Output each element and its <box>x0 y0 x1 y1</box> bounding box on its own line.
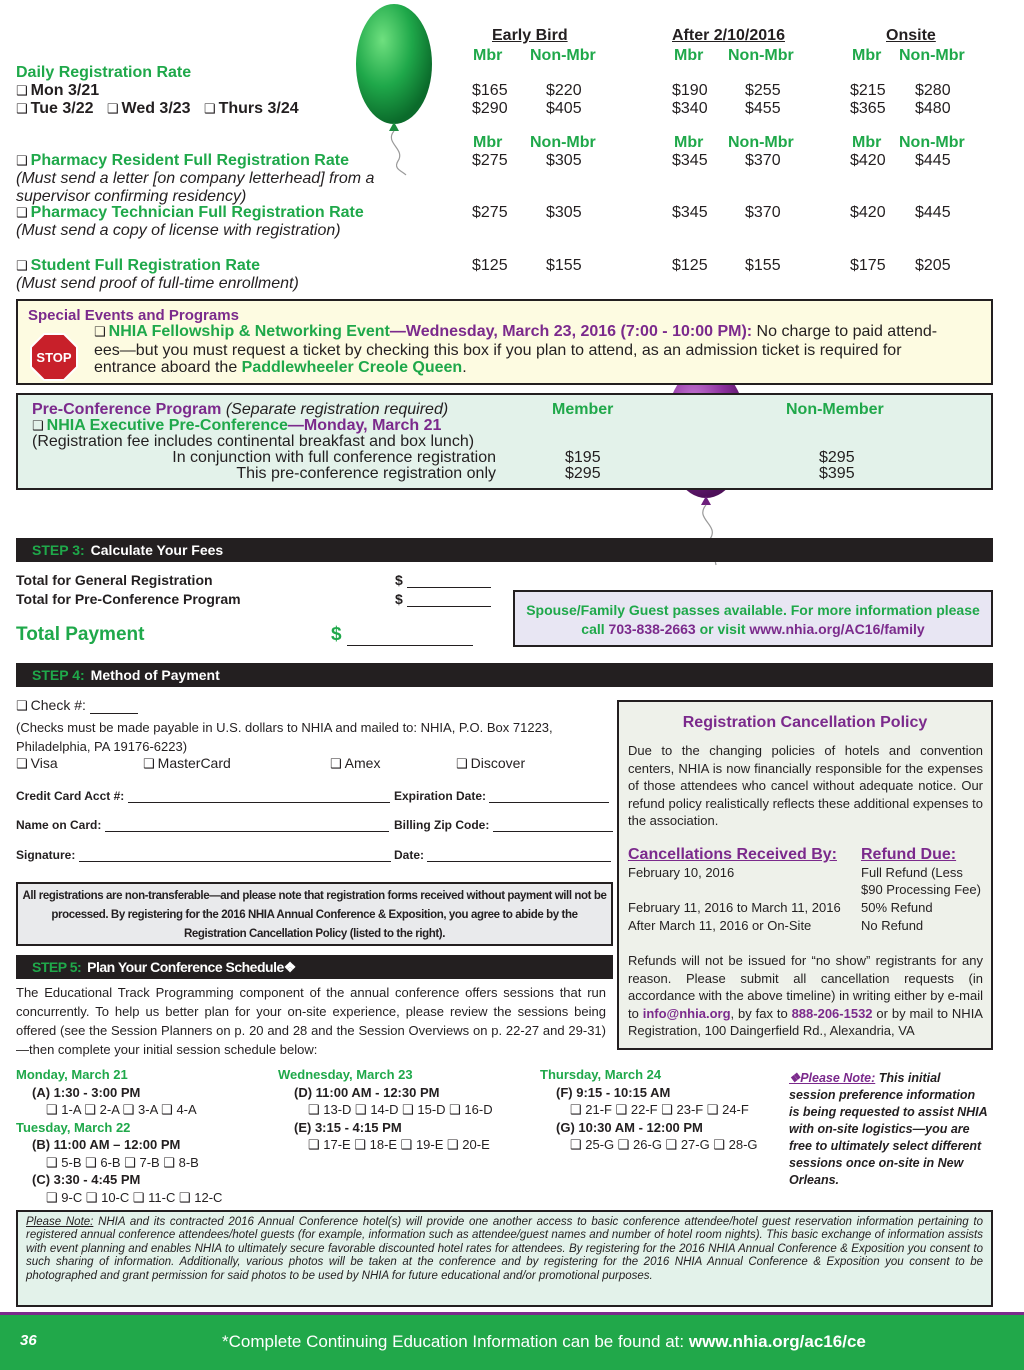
amex-option[interactable]: ❑ Amex <box>330 755 381 772</box>
sessions-col-2 <box>278 1066 493 1154</box>
cancel-fax-number: 888-206-1532 <box>791 1005 873 1021</box>
price-cell: $480 <box>915 100 951 117</box>
expiration-date-field[interactable]: Expiration Date: <box>394 789 609 803</box>
session-slot: (D) 11:00 AM - 12:30 PM <box>294 1084 440 1100</box>
sessions-col-1 <box>16 1066 222 1206</box>
non-mbr-header: Non-Mbr <box>728 134 794 151</box>
visa-option[interactable]: ❑ Visa <box>16 755 58 772</box>
session-slot: (B) 11:00 AM – 12:00 PM <box>32 1137 181 1152</box>
student-option[interactable]: ❑ Student Full Registration Rate <box>16 257 260 274</box>
preconference-box <box>16 393 993 490</box>
cancel-refund: Full Refund (Less $90 Processing Fee) <box>861 865 981 897</box>
price-cell: $220 <box>546 82 582 99</box>
cancellation-policy-title: Registration Cancellation Policy <box>682 714 928 731</box>
price-cell: $255 <box>745 82 781 99</box>
cancellations-received-header: Cancellations Received By: <box>628 846 837 863</box>
billing-zip-field[interactable]: Billing Zip Code: <box>394 818 613 832</box>
onsite-header: Onsite <box>886 27 936 44</box>
checkbox-icon[interactable]: ❑ <box>16 757 28 772</box>
pharmacy-tech-note: (Must send a copy of license with registration) <box>16 222 341 239</box>
checkbox-icon[interactable]: ❑ <box>32 419 44 434</box>
preconference-title: Pre-Conference Program (Separate registration required) <box>32 401 449 418</box>
price-cell: $155 <box>546 257 582 274</box>
special-events-title: Special Events and Programs <box>28 307 239 324</box>
price-cell: $195 <box>565 449 601 466</box>
signature-date-field[interactable]: Date: <box>394 848 611 862</box>
session-day: Tuesday, March 22 <box>16 1119 131 1135</box>
guest-passes-box: Spouse/Family Guest passes available. For more information please call 703-838-2663 or visit www.nhia.org/AC16/family <box>513 590 993 647</box>
check-note: (Checks must be made payable in U.S. dollars to NHIA and mailed to: NHIA, P.O. Box 71223, Philadelphia, PA 19176-6223) <box>16 720 553 754</box>
preconf-total-label: Total for Pre-Conference Program <box>16 591 241 607</box>
cancellation-policy-body: Due to the changing policies of hotels and convention centers, NHIA is now financially responsible for the expenses of those attendees who cancel without adequate notice. Our refund policy realistically reflects these additional expenses to the association. <box>628 743 983 829</box>
price-cell: $445 <box>915 204 951 221</box>
footer-text: *Complete Continuing Education Information can be found at: www.nhia.org/ac16/ce <box>222 1332 866 1351</box>
non-mbr-header: Non-Mbr <box>728 47 794 64</box>
step-5-header: STEP 5: Plan Your Conference Schedule❖ <box>16 955 613 979</box>
mbr-header: Mbr <box>674 134 704 151</box>
step-5-intro: The Educational Track Programming component of the annual conference offers sessions that run concurrently. To help us better plan for your on-site experience, please review the sessions being offered (see the Session Planners on p. 20 and 28 and the Session Overviews on p. 22-27 and 29-31)—then complete your initial session schedule below: <box>16 985 606 1057</box>
cancel-when: After March 11, 2016 or On-Site <box>628 918 812 933</box>
session-options[interactable]: ❑ 1-A ❑ 2-A ❑ 3-A ❑ 4-A <box>46 1102 197 1117</box>
price-cell: $340 <box>672 100 708 117</box>
price-cell: $295 <box>819 449 855 466</box>
cancellation-policy-box <box>617 700 993 1050</box>
pharmacy-resident-option[interactable]: ❑ Pharmacy Resident Full Registration Rate <box>16 152 349 169</box>
session-slot: (C) 3:30 - 4:45 PM <box>32 1172 141 1187</box>
price-cell: $370 <box>745 204 781 221</box>
total-payment-label: Total Payment <box>16 624 145 645</box>
mbr-header: Mbr <box>852 47 882 64</box>
session-options[interactable]: ❑ 13-D ❑ 14-D ❑ 15-D ❑ 16-D <box>308 1102 493 1117</box>
early-bird-header: Early Bird <box>492 27 568 44</box>
price-cell: $405 <box>546 100 582 117</box>
price-cell: $125 <box>472 257 508 274</box>
session-day: Wednesday, March 23 <box>278 1067 413 1082</box>
checkbox-icon[interactable]: ❑ <box>330 757 342 772</box>
general-total-field[interactable]: $ <box>395 572 491 588</box>
ce-info-link[interactable]: www.nhia.org/ac16/ce <box>688 1332 866 1351</box>
price-cell: $275 <box>472 204 508 221</box>
checkbox-icon[interactable]: ❑ <box>16 259 28 274</box>
session-slot: (G) 10:30 AM - 12:00 PM <box>556 1119 703 1135</box>
price-cell: $420 <box>850 204 886 221</box>
price-cell: $205 <box>915 257 951 274</box>
session-slot: (F) 9:15 - 10:15 AM <box>556 1084 671 1100</box>
non-mbr-header: Non-Mbr <box>899 134 965 151</box>
special-event-text: ❑ NHIA Fellowship & Networking Event—Wednesday, March 23, 2016 (7:00 - 10:00 PM): No charge to paid attend- ees—but you must request a ticket by checking this box if you plan to attend, as an admission ticket is required for entrance aboard the Paddlewheeler Creole Queen. <box>94 323 938 376</box>
preconference-row-label: In conjunction with full conference registration <box>172 449 496 466</box>
after-date-header: After 2/10/2016 <box>672 27 785 44</box>
price-cell: $295 <box>565 465 601 482</box>
session-day: Monday, March 21 <box>16 1067 128 1082</box>
pharmacy-tech-option[interactable]: ❑ Pharmacy Technician Full Registration Rate <box>16 204 364 221</box>
mbr-header: Mbr <box>473 134 503 151</box>
check-number-field[interactable]: ❑ Check #: <box>16 697 138 714</box>
privacy-note-box: Please Note: NHIA and its contracted 2016 Annual Conference hotel(s) will provide one another access to basic conference attendee/hotel guest reservation information pertaining to registered annual conference attendees/hotel guests (for example, information such as attendee/guest names and number of hotel room nights). This basic exchange of information assists with event planning and enables NHIA to ultimately secure favorable discounted hotel rates for attendees. By registering for the 2016 NHIA Annual Conference & Exposition you consent to such sharing of information. Additionally, various photos will be taken at the conference and by registering for the 2016 NHIA Annual Conference & Exposition you consent to be photographed and grant permission for said photos to be used by NHIA for future educational and/or promotional purposes. <box>16 1210 993 1307</box>
member-header: Member <box>552 401 614 418</box>
fellowship-event-option[interactable]: ❑ NHIA Fellowship & Networking Event—Wednesday, March 23, 2016 (7:00 - 10:00 PM): <box>94 323 753 340</box>
price-cell: $175 <box>850 257 886 274</box>
price-cell: $125 <box>672 257 708 274</box>
checkbox-icon[interactable]: ❑ <box>16 84 28 99</box>
cancel-when: February 11, 2016 to March 11, 2016 <box>628 900 841 915</box>
checkbox-icon[interactable]: ❑ <box>16 154 28 169</box>
stop-sign-label: STOP <box>36 350 72 365</box>
session-slot: (E) 3:15 - 4:15 PM <box>294 1119 402 1135</box>
name-on-card-field[interactable]: Name on Card: <box>16 818 389 832</box>
card-account-field[interactable]: Credit Card Acct #: <box>16 789 390 803</box>
session-options[interactable]: ❑ 5-B ❑ 6-B ❑ 7-B ❑ 8-B <box>46 1154 199 1170</box>
price-cell: $455 <box>745 100 781 117</box>
session-note: ❖Please Note: This initial session preference information is being requested to assist NHIA with on-site logistics—you are free to ultimately select different sessions once on-site in New Orleans. <box>789 1071 988 1187</box>
page-number: 36 <box>20 1332 37 1349</box>
multi-day-options <box>16 100 299 119</box>
daily-rate-title: Daily Registration Rate <box>16 64 192 81</box>
price-cell: $215 <box>850 82 886 99</box>
sessions-col-3 <box>540 1066 758 1154</box>
session-options[interactable]: ❑ 17-E ❑ 18-E ❑ 19-E ❑ 20-E <box>308 1137 490 1152</box>
mbr-header: Mbr <box>674 47 704 64</box>
session-options[interactable]: ❑ 25-G ❑ 26-G ❑ 27-G ❑ 28-G <box>570 1137 758 1152</box>
student-note: (Must send proof of full-time enrollment) <box>16 275 299 292</box>
general-total-label: Total for General Registration <box>16 572 213 588</box>
refund-due-header: Refund Due: <box>861 846 957 863</box>
checkbox-icon[interactable]: ❑ <box>16 102 28 117</box>
cancel-refund: 50% Refund <box>861 900 933 915</box>
non-member-header: Non-Member <box>786 401 884 418</box>
price-cell: $190 <box>672 82 708 99</box>
green-balloon-icon <box>352 2 434 177</box>
signature-field[interactable]: Signature: <box>16 848 391 862</box>
price-cell: $445 <box>915 152 951 169</box>
session-day: Thursday, March 24 <box>540 1067 662 1082</box>
tue-option[interactable]: ❑ Tue 3/22 <box>16 100 94 117</box>
checkbox-icon[interactable]: ❑ <box>16 206 28 221</box>
checkbox-icon[interactable]: ❑ <box>456 757 468 772</box>
special-events-box <box>16 299 993 385</box>
cancel-when: February 10, 2016 <box>628 865 735 880</box>
total-payment-field[interactable]: $ <box>331 624 473 646</box>
price-cell: $365 <box>850 100 886 117</box>
price-cell: $290 <box>472 100 508 117</box>
checkbox-icon[interactable]: ❑ <box>94 325 106 340</box>
cancellation-footer: Refunds will not be issued for “no show” registrants for any reason. Please submit all cancellation requests (in accordance with the above timeline) in writing either by e-mail to info@nhia.org, by fax to 888-206-1532 or by mail to NHIA Registration, 100 Daingerfield Rd., Alexandria, VA <box>628 953 983 1039</box>
price-cell: $165 <box>472 82 508 99</box>
executive-preconference-option[interactable]: ❑ NHIA Executive Pre-Conference—Monday, March 21 <box>32 417 442 434</box>
non-mbr-header: Non-Mbr <box>530 47 596 64</box>
checkbox-icon[interactable]: ❑ <box>106 102 119 117</box>
discover-option[interactable]: ❑ Discover <box>456 755 526 772</box>
cancel-email-link[interactable]: info@nhia.org <box>642 1005 731 1021</box>
price-cell: $155 <box>745 257 781 274</box>
non-mbr-header: Non-Mbr <box>899 47 965 64</box>
mbr-header: Mbr <box>852 134 882 151</box>
non-mbr-header: Non-Mbr <box>530 134 596 151</box>
price-cell: $345 <box>672 152 708 169</box>
session-options[interactable]: ❑ 21-F ❑ 22-F ❑ 23-F ❑ 24-F <box>570 1102 749 1117</box>
price-cell: $305 <box>546 204 582 221</box>
preconference-row-label: This pre-conference registration only <box>236 465 496 482</box>
preconf-total-field[interactable]: $ <box>395 591 491 607</box>
step-3-header: STEP 3: Calculate Your Fees <box>16 538 993 562</box>
checkbox-icon[interactable]: ❑ <box>203 102 216 117</box>
price-cell: $305 <box>546 152 582 169</box>
session-options[interactable]: ❑ 9-C ❑ 10-C ❑ 11-C ❑ 12-C <box>46 1189 223 1205</box>
price-cell: $395 <box>819 465 855 482</box>
cancel-refund: No Refund <box>861 918 924 933</box>
session-slot: (A) 1:30 - 3:00 PM <box>32 1084 141 1100</box>
mastercard-option[interactable]: ❑ MasterCard <box>143 755 231 772</box>
guest-phone-link[interactable]: 703-838-2663 <box>608 621 696 637</box>
price-cell: $280 <box>915 82 951 99</box>
wed-option[interactable]: ❑ Wed 3/23 <box>106 100 191 117</box>
step-4-header: STEP 4: Method of Payment <box>16 663 993 687</box>
stop-sign-icon <box>30 333 78 381</box>
guest-url-link[interactable]: www.nhia.org/AC16/family <box>749 621 925 637</box>
pharmacy-resident-note: (Must send a letter [on company letterhead] from a supervisor confirming residency) <box>16 170 375 205</box>
thu-option[interactable]: ❑ Thurs 3/24 <box>203 100 299 117</box>
footer-bar <box>0 1312 1024 1370</box>
mbr-header: Mbr <box>473 47 503 64</box>
checkbox-icon[interactable]: ❑ <box>16 699 28 714</box>
checkbox-icon[interactable]: ❑ <box>143 757 155 772</box>
price-cell: $370 <box>745 152 781 169</box>
non-transferable-notice: All registrations are non-transferable—and please note that registration forms received without payment will not be processed. By registering for the 2016 NHIA Annual Conference & Exposition, you agree to abide by the Registration Cancellation Policy (listed to the right). <box>16 882 613 946</box>
price-cell: $420 <box>850 152 886 169</box>
price-cell: $275 <box>472 152 508 169</box>
price-cell: $345 <box>672 204 708 221</box>
mon-option[interactable]: ❑ Mon 3/21 <box>16 82 100 99</box>
preconference-includes: (Registration fee includes continental breakfast and box lunch) <box>32 433 475 450</box>
